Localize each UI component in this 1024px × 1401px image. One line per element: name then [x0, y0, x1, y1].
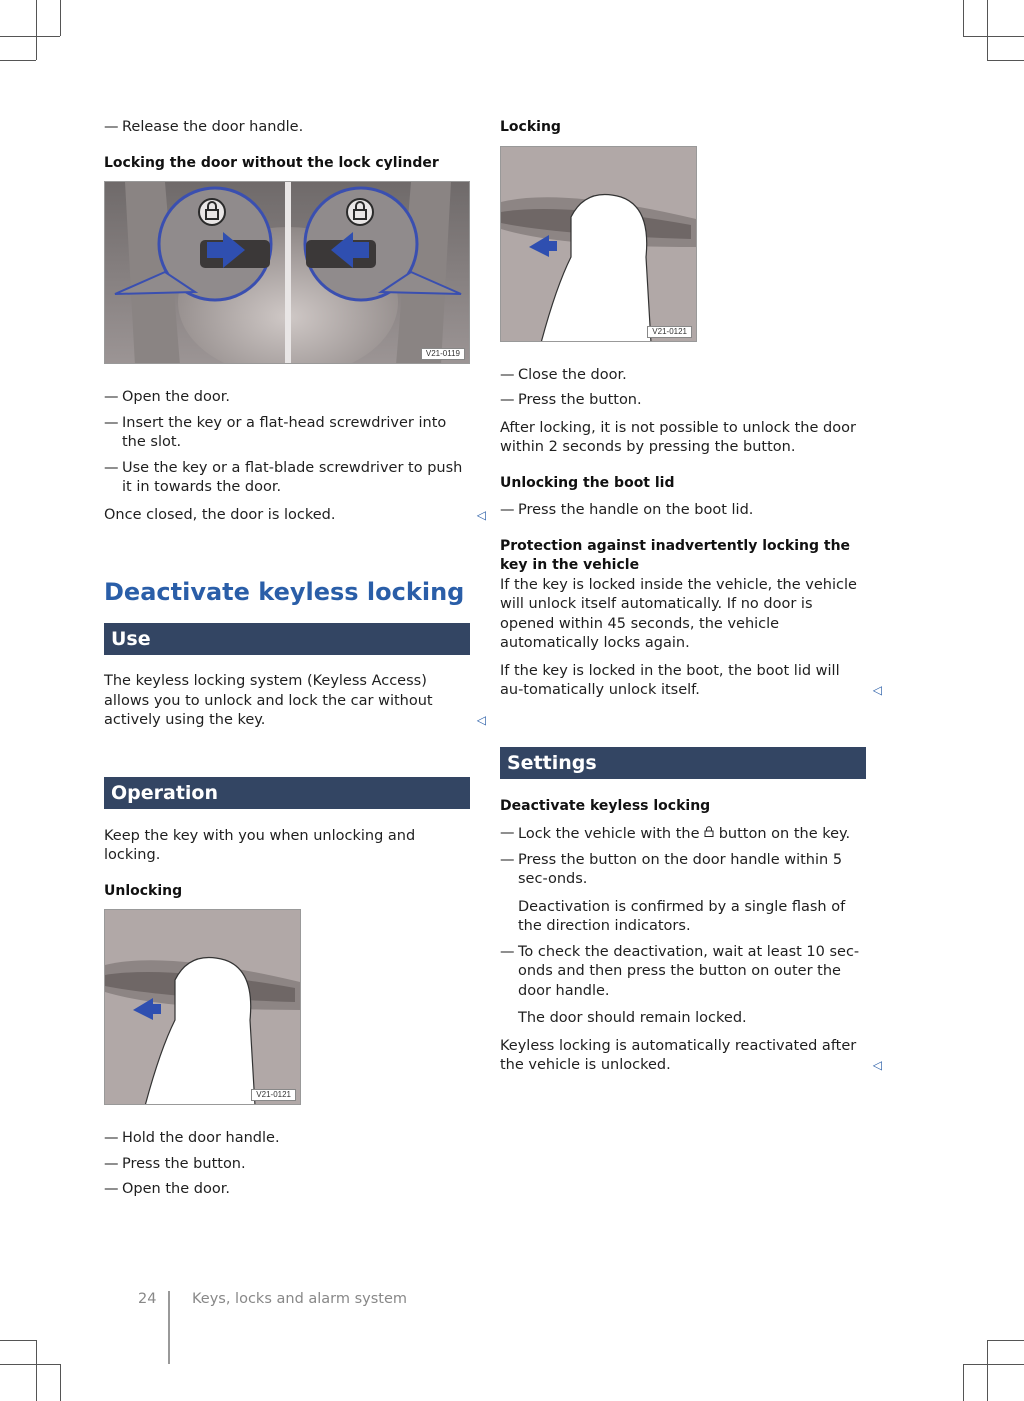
end-marker-icon: ◁: [872, 683, 882, 697]
list-item: [500, 366, 866, 386]
subheading-lock-no-cylinder: Locking the door without the lock cylinder: [104, 154, 439, 171]
crop-mark: [0, 36, 60, 37]
list-item: [500, 943, 866, 1002]
after-locking-paragraph: After locking, it is not possible to unlock the door within 2 seconds by pressing the button.: [500, 419, 856, 455]
list-item: [104, 1129, 470, 1149]
figure-locking: [500, 146, 697, 342]
list-dash: —: [104, 119, 119, 135]
list-item: [104, 459, 470, 498]
crop-mark: [36, 0, 37, 60]
list-dash: —: [500, 851, 515, 868]
list-item: [104, 1180, 470, 1200]
hand-on-door-handle-illustration: [501, 147, 697, 342]
operation-paragraph: Keep the key with you when unlocking and locking.: [104, 827, 416, 863]
list-dash: —: [500, 392, 515, 408]
list-item-text: Open the door.: [122, 389, 230, 405]
list-dash: —: [104, 1130, 119, 1146]
list-dash: —: [500, 502, 515, 518]
crop-mark: [963, 36, 1024, 37]
list-dash: —: [500, 943, 515, 960]
step-note: The door should remain locked.: [518, 1010, 747, 1026]
end-marker-icon: ◁: [476, 507, 486, 522]
page-number: 24: [138, 1291, 157, 1307]
hand-on-door-handle-illustration: [105, 910, 301, 1105]
list-item-text: Press the button.: [122, 1155, 246, 1172]
list-dash: —: [500, 825, 515, 841]
list-item-text: button on the key.: [718, 826, 851, 842]
list-item-text: Lock the vehicle with the: [518, 826, 700, 842]
list-item-text: Hold the door handle.: [122, 1130, 280, 1146]
section-title: Deactivate keyless locking: [104, 578, 465, 606]
end-marker-icon: ◁: [872, 1058, 882, 1072]
lock-icon: [704, 824, 714, 844]
end-marker-icon: ◁: [476, 713, 486, 727]
list-dash: —: [104, 459, 119, 476]
subheading-unlocking: Unlocking: [104, 882, 183, 899]
crop-mark: [0, 60, 36, 61]
list-item-text: Use the key or a flat-blade screwdriver to push it in towards the door.: [122, 459, 463, 495]
list-item-text: Press the button.: [518, 392, 642, 408]
figure-code: V21-0119: [421, 348, 465, 360]
list-item-text: Release the door handle.: [122, 119, 304, 135]
reactivate-text: Keyless locking is automatically reactivated after the vehicle is unlocked.: [500, 1037, 857, 1073]
list-dash: —: [104, 389, 119, 405]
section-bar-operation: Operation: [104, 777, 470, 809]
list-item-text: Press the button on the door handle within 5 sec-onds.: [518, 851, 843, 887]
list-item: [500, 824, 866, 845]
closed-note: [104, 506, 486, 526]
crop-mark: [987, 0, 988, 60]
footer-divider: [168, 1291, 170, 1364]
chapter-title: Keys, locks and alarm system: [192, 1291, 408, 1307]
list-item: [500, 391, 866, 411]
use-text: The keyless locking system (Keyless Access) allows you to unlock and lock the car without actively using the key.: [104, 673, 433, 728]
list-dash: —: [104, 414, 119, 431]
protection-paragraph-1: If the key is locked inside the vehicle, the vehicle will unlock itself automatically. If no door is opened within 45 seconds, the vehicle automatically locks again.: [500, 576, 857, 651]
use-paragraph: [104, 672, 486, 731]
list-item: [500, 851, 866, 890]
list-item-text: Insert the key or a flat-head screwdriver into the slot.: [122, 414, 447, 450]
list-item: [104, 414, 470, 453]
section-bar-settings: Settings: [500, 747, 866, 779]
subheading-protection: Protection against inadvertently locking the key in the vehicle: [500, 537, 851, 573]
closed-note-text: Once closed, the door is locked.: [104, 506, 336, 523]
subheading-locking: Locking: [500, 119, 561, 135]
crop-mark: [963, 0, 964, 36]
list-item: [104, 118, 470, 138]
right-column: [500, 118, 882, 1076]
page-footer: [0, 1291, 1024, 1371]
figure-lock-cylinder: [104, 181, 470, 364]
list-item-text: To check the deactivation, wait at least 10 sec-onds and then press the button on outer the door handle.: [518, 943, 860, 999]
list-item: [104, 1155, 470, 1175]
list-dash: —: [500, 366, 515, 383]
step-note: Deactivation is confirmed by a single flash of the direction indicators.: [518, 898, 846, 934]
crop-mark: [987, 60, 1024, 61]
protection-text-2: If the key is locked in the boot, the boot lid will au-tomatically unlock itself.: [500, 662, 840, 698]
list-item-text: Close the door.: [518, 366, 627, 383]
door-lock-slot-illustration: [105, 182, 470, 364]
figure-code: V21-0121: [251, 1089, 296, 1101]
list-dash: —: [104, 1181, 119, 1197]
list-item-text: Open the door.: [122, 1181, 230, 1197]
figure-code: V21-0121: [647, 326, 692, 338]
subheading-deactivate: Deactivate keyless locking: [500, 797, 711, 814]
crop-mark: [60, 0, 61, 36]
protection-paragraph-2: [500, 662, 882, 701]
list-item: [500, 501, 866, 521]
list-item-text: Press the handle on the boot lid.: [518, 502, 754, 518]
left-column: [104, 118, 486, 1200]
section-bar-use: Use: [104, 623, 470, 655]
list-dash: —: [104, 1155, 119, 1172]
reactivate-paragraph: [500, 1037, 882, 1076]
figure-unlocking: [104, 909, 301, 1105]
list-item: [104, 388, 470, 408]
subheading-boot-lid: Unlocking the boot lid: [500, 474, 675, 491]
